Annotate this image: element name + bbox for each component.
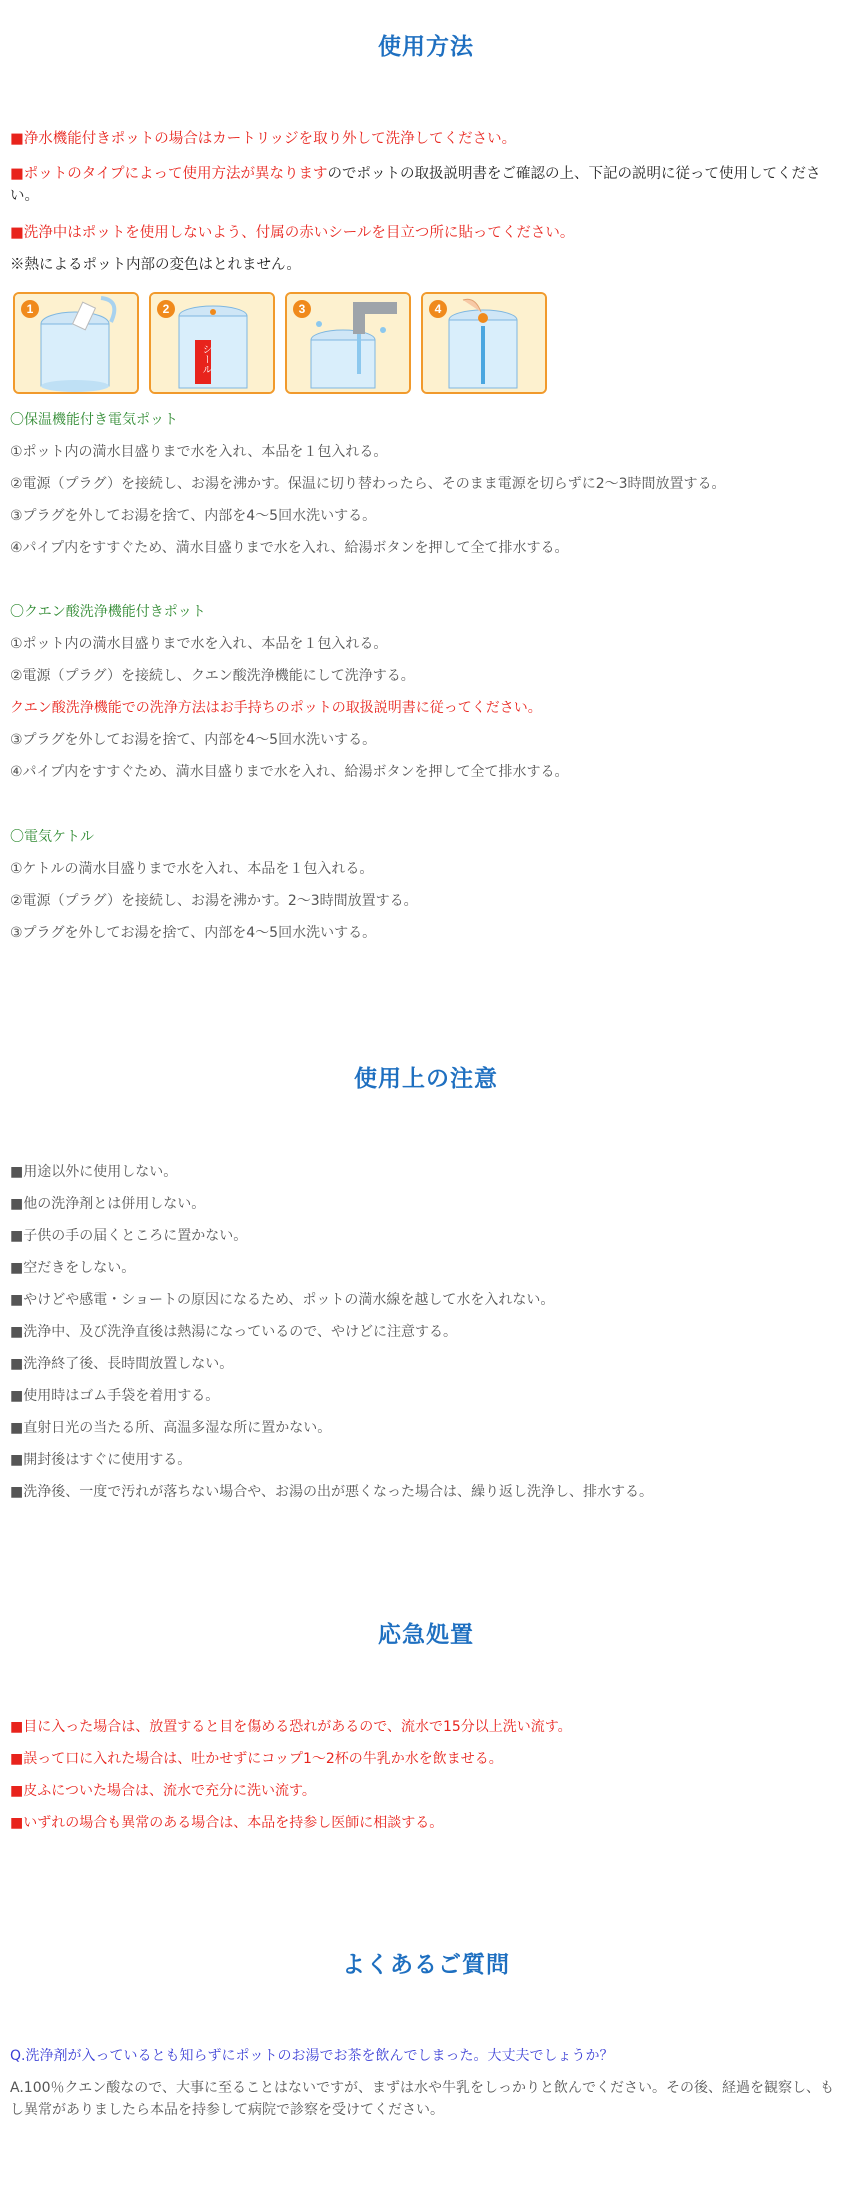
red-square-mark: ■: [10, 225, 24, 241]
usage-note-2: ■ポットのタイプによって使用方法が異なりますのでポットの取扱説明書をご確認の上、下記の説明に従って使用してください。: [10, 166, 821, 204]
list-item: ■洗浄中、及び洗浄直後は熱湯になっているので、やけどに注意する。: [10, 1324, 457, 1340]
faq-question: Q.洗浄剤が入っているとも知らずにポットのお湯でお茶を飲んでしまった。大丈夫でしょうか？: [10, 2048, 614, 2064]
list-item: ■子供の手の届くところに置かない。: [10, 1228, 248, 1244]
list-item: ■他の洗浄剤とは併用しない。: [10, 1196, 206, 1212]
seal-label: シール: [200, 344, 211, 374]
list-item: ■使用時はゴム手袋を着用する。: [10, 1388, 220, 1404]
usage-title: 使用方法: [378, 34, 474, 60]
usage-note-3: ■洗浄中はポットを使用しないよう、付属の赤いシールを目立つ所に貼ってください。: [10, 225, 575, 241]
list-item: ■洗浄後、一度で汚れが落ちない場合や、お湯の出が悪くなった場合は、繰り返し洗浄し、排水する。: [10, 1484, 653, 1500]
step-number-4: 4: [429, 300, 447, 318]
section-heading-citric: 〇クエン酸洗浄機能付きポット: [10, 604, 206, 620]
red-square-mark: ■: [10, 131, 24, 147]
list-item: ■洗浄終了後、長時間放置しない。: [10, 1356, 234, 1372]
emergency-title: 応急処置: [378, 1622, 474, 1648]
list-item: ③プラグを外してお湯を捨て、内部を4〜5回水洗いする。: [10, 925, 377, 941]
list-item: ■直射日光の当たる所、高温多湿な所に置かない。: [10, 1420, 332, 1436]
list-item: ■目に入った場合は、放置すると目を傷める恐れがあるので、流水で15分以上洗い流す。: [10, 1719, 572, 1735]
step-number-2: 2: [157, 300, 175, 318]
faq-title: よくあるご質問: [342, 1952, 510, 1978]
list-item: ②電源（プラグ）を接続し、お湯を沸かす。保温に切り替わったら、そのまま電源を切らずに2〜3時間放置する。: [10, 476, 726, 492]
list-item: ■用途以外に使用しない。: [10, 1164, 178, 1180]
step-number-1: 1: [21, 300, 39, 318]
list-item: ■皮ふについた場合は、流水で充分に洗い流す。: [10, 1783, 316, 1799]
step-3-illustration: [285, 292, 411, 394]
list-item: ③プラグを外してお湯を捨て、内部を4〜5回水洗いする。: [10, 508, 377, 524]
list-item: ■開封後はすぐに使用する。: [10, 1452, 192, 1468]
red-square-mark: ■: [10, 166, 24, 182]
list-item: ①ケトルの満水目盛りまで水を入れ、本品を１包入れる。: [10, 861, 374, 877]
citric-warning: クエン酸洗浄機能での洗浄方法はお手持ちのポットの取扱説明書に従ってください。: [10, 700, 542, 716]
usage-note-1: ■浄水機能付きポットの場合はカートリッジを取り外して洗浄してください。: [10, 131, 517, 147]
list-item: ②電源（プラグ）を接続し、クエン酸洗浄機能にして洗浄する。: [10, 668, 415, 684]
list-item: ■やけどや感電・ショートの原因になるため、ポットの満水線を越して水を入れない。: [10, 1292, 555, 1308]
list-item: ■いずれの場合も異常のある場合は、本品を持参し医師に相談する。: [10, 1815, 444, 1831]
list-item: ①ポット内の満水目盛りまで水を入れ、本品を１包入れる。: [10, 444, 388, 460]
usage-note-4: ※熱によるポット内部の変色はとれません。: [10, 257, 301, 273]
list-item: ■空だきをしない。: [10, 1260, 136, 1276]
list-item: ■誤って口に入れた場合は、吐かせずにコップ1〜2杯の牛乳か水を飲ませる。: [10, 1751, 503, 1767]
list-item: ④パイプ内をすすぐため、満水目盛りまで水を入れ、給湯ボタンを押して全て排水する。: [10, 764, 569, 780]
list-item: ②電源（プラグ）を接続し、お湯を沸かす。2〜3時間放置する。: [10, 893, 418, 909]
section-heading-kettle: 〇電気ケトル: [10, 829, 94, 845]
caution-title: 使用上の注意: [354, 1066, 498, 1092]
step-2-illustration: [149, 292, 275, 394]
step-4-illustration: [421, 292, 547, 394]
step-1-illustration: [13, 292, 139, 394]
step-number-3: 3: [293, 300, 311, 318]
list-item: ④パイプ内をすすぐため、満水目盛りまで水を入れ、給湯ボタンを押して全て排水する。: [10, 540, 569, 556]
faq-answer: A.100％クエン酸なので、大事に至ることはないですが、まずは水や牛乳をしっかりと飲んでください。その後、経過を観察し、もし異常がありましたら本品を持参して病院で診察を受けてください。: [10, 2080, 834, 2118]
list-item: ③プラグを外してお湯を捨て、内部を4〜5回水洗いする。: [10, 732, 377, 748]
list-item: ①ポット内の満水目盛りまで水を入れ、本品を１包入れる。: [10, 636, 388, 652]
section-heading-pot: 〇保温機能付き電気ポット: [10, 412, 178, 428]
